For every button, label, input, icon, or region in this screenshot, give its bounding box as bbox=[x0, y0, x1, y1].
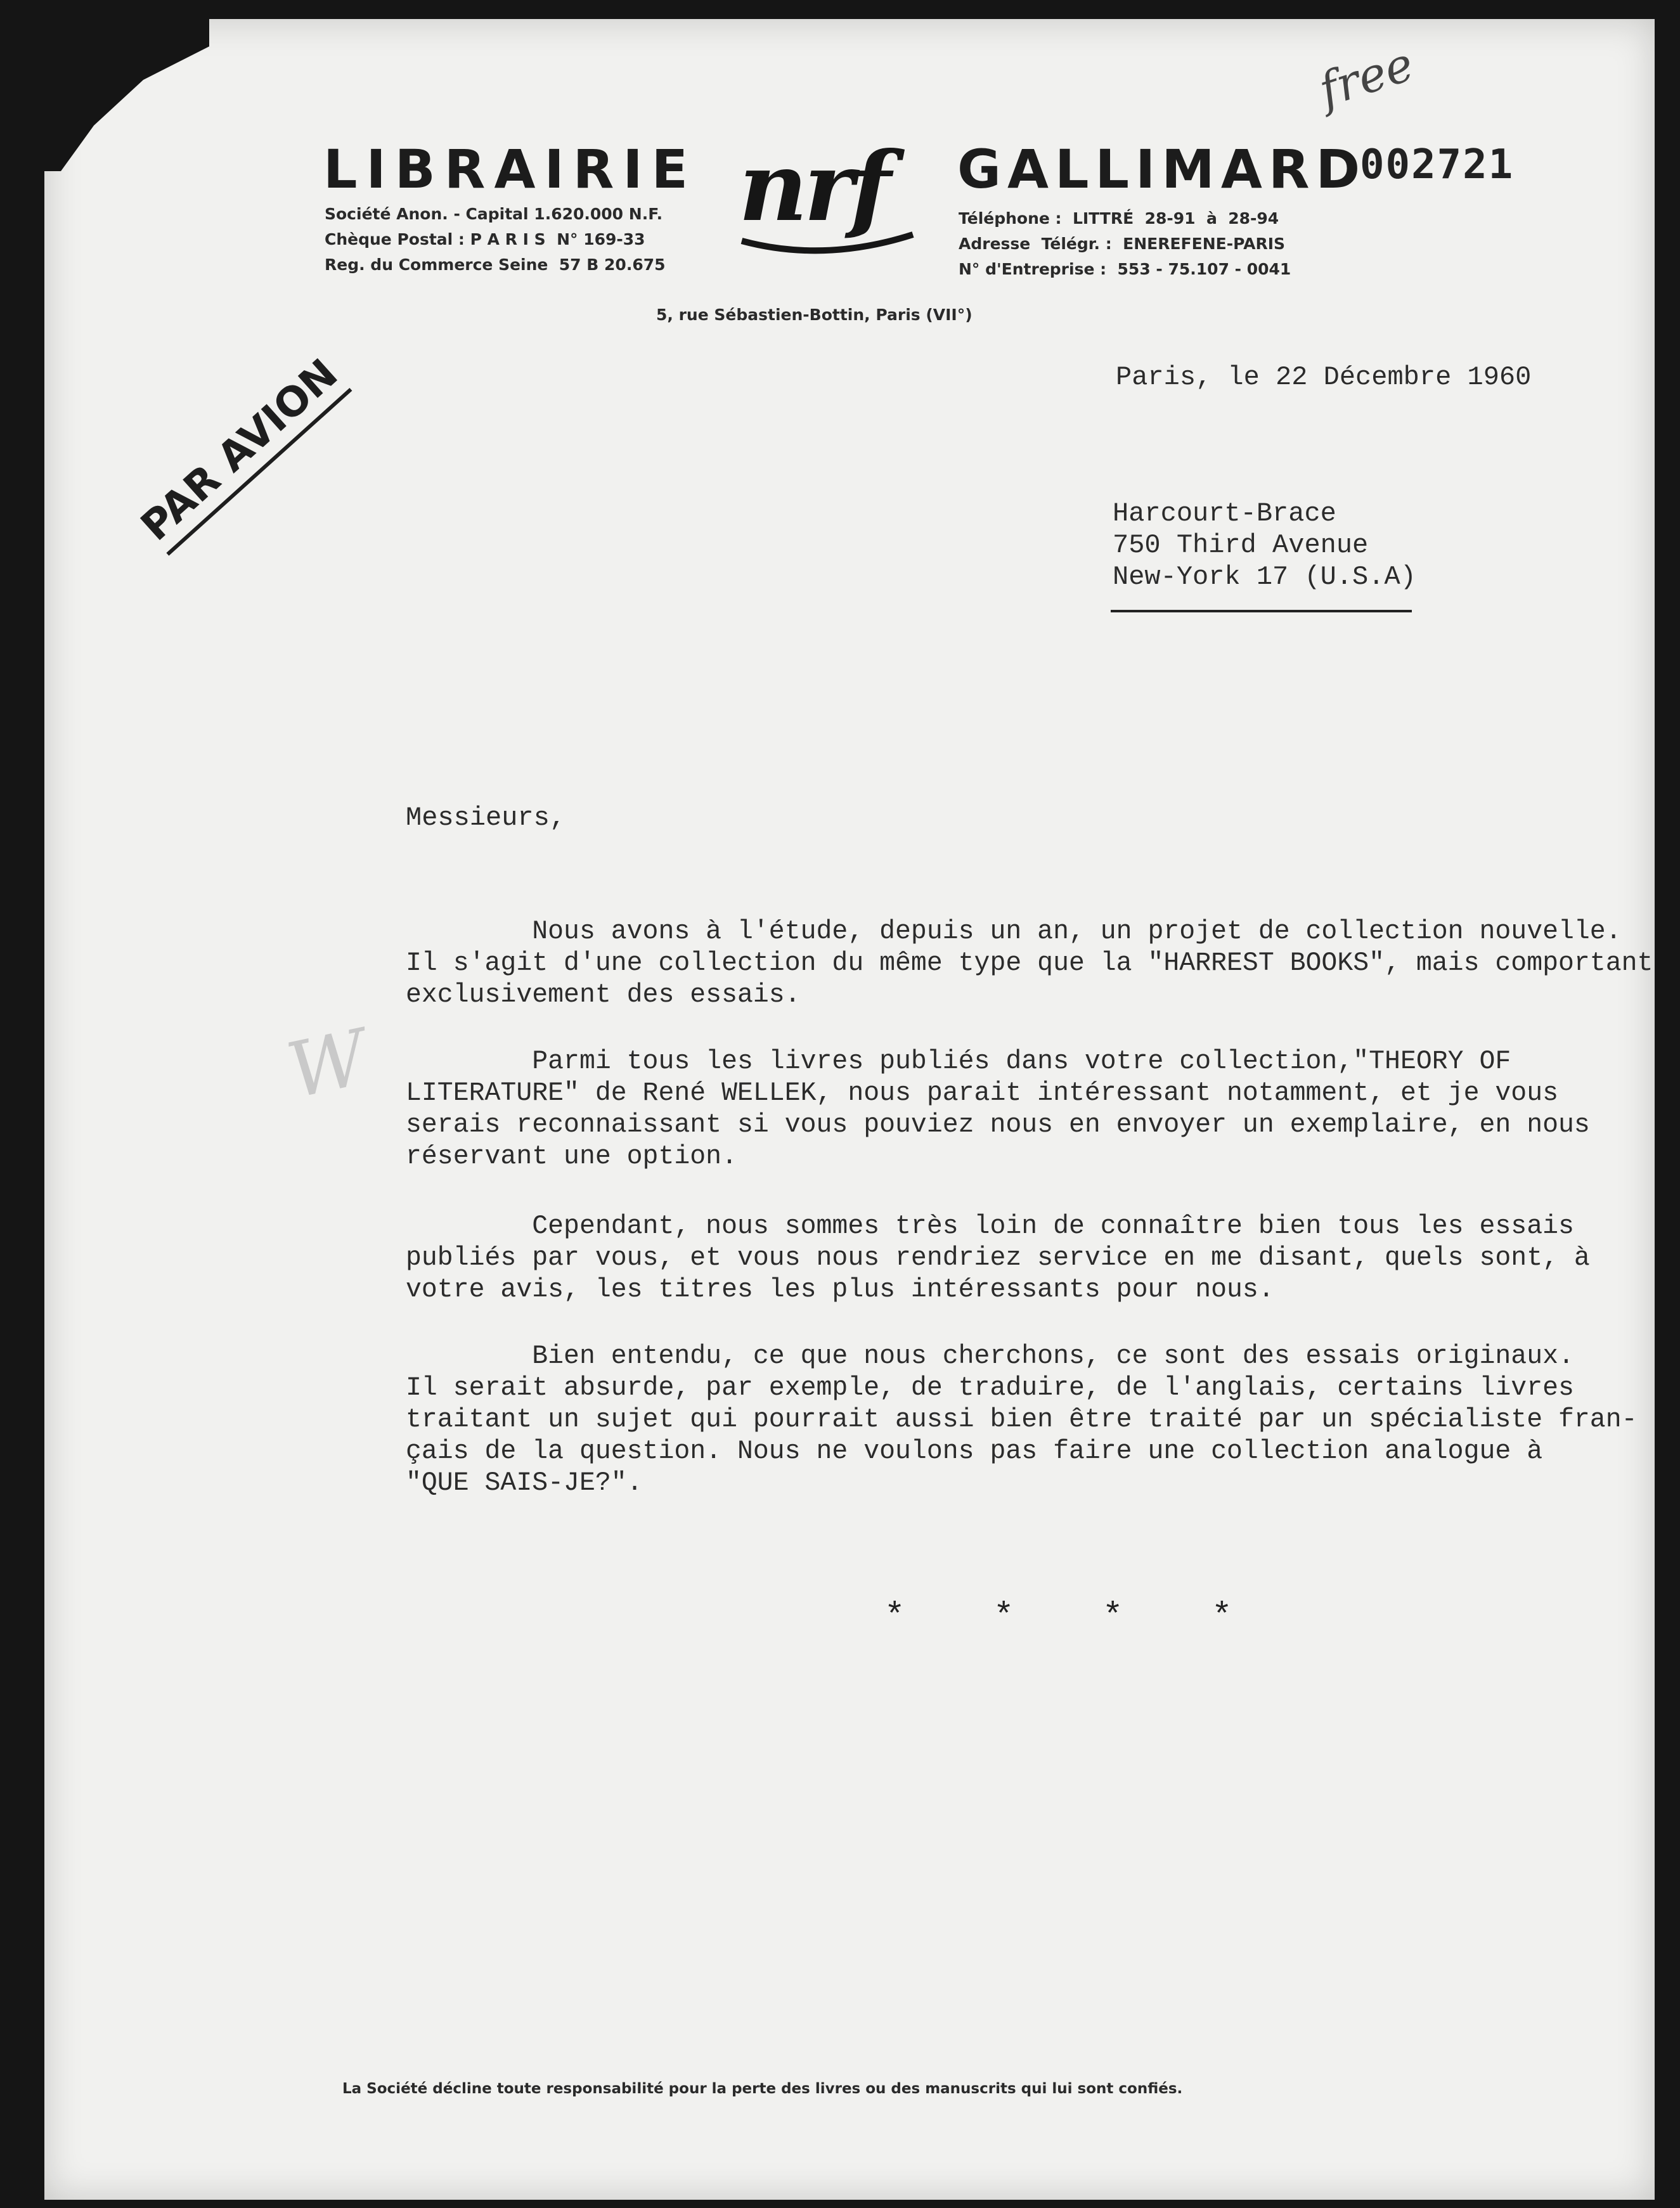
torn-corner bbox=[44, 19, 209, 171]
footer-disclaimer: La Société décline toute responsabilité pour la perte des livres ou des manuscrits qui lui sont confiés. bbox=[342, 2081, 1183, 2097]
letterhead-address: 5, rue Sébastien-Bottin, Paris (VII°) bbox=[656, 306, 972, 324]
nrf-logo: nrf bbox=[739, 131, 888, 243]
letterhead-company-info bbox=[325, 202, 666, 278]
salutation: Messieurs, bbox=[406, 803, 566, 833]
handwritten-free-note: free bbox=[1312, 36, 1420, 119]
letterhead-contact-info bbox=[959, 206, 1291, 282]
recipient-line: 750 Third Avenue bbox=[1113, 530, 1369, 560]
letter-date: Paris, le 22 Décembre 1960 bbox=[1116, 362, 1532, 392]
pencil-mark: W bbox=[280, 1013, 375, 1116]
recipient-block bbox=[1113, 498, 1416, 593]
paragraph-3: Cependant, nous sommes très loin de connaître bien tous les essais publiés par vous, et vous nous rendriez service en me disant, quels sont, à votre avis, les titres les plus intéressants pour nous. bbox=[406, 1211, 1590, 1305]
nrf-logo-swash bbox=[735, 228, 919, 260]
paragraph-4: Bien entendu, ce que nous cherchons, ce sont des essais originaux. Il serait absurde, par exemple, de traduire, de l'anglais, certains livres traitant un sujet qui pourrait aussi bien être traité par un spécialiste fran- çais de la question. Nous ne voulons pas faire une collection analogue à "QUE SAIS-JE?". bbox=[406, 1341, 1638, 1498]
company-info-line: Reg. du Commerce Seine 57 B 20.675 bbox=[325, 255, 666, 274]
paragraph-1: Nous avons à l'étude, depuis un an, un projet de collection nouvelle. Il s'agit d'une collection du même type que la "HARREST BOOKS", mais comportant exclusivement des essais. bbox=[406, 917, 1653, 1010]
recipient-underline bbox=[1111, 610, 1412, 612]
recipient-line: New-York 17 (U.S.A) bbox=[1113, 562, 1416, 592]
company-info-line: Chèque Postal : P A R I S N° 169-33 bbox=[325, 230, 645, 249]
contact-info-line: Téléphone : LITTRÉ 28-91 à 28-94 bbox=[959, 209, 1279, 228]
contact-info-line: Adresse Télégr. : ENEREFENE-PARIS bbox=[959, 235, 1286, 253]
par-avion-text: PAR AVION bbox=[132, 351, 352, 556]
closing-asterisks: * * * * bbox=[884, 1598, 1234, 1636]
company-info-line: Société Anon. - Capital 1.620.000 N.F. bbox=[325, 205, 663, 223]
contact-info-line: N° d'Entreprise : 553 - 75.107 - 0041 bbox=[959, 260, 1291, 278]
document-number: 002721 bbox=[1360, 141, 1515, 188]
recipient-line: Harcourt-Brace bbox=[1113, 498, 1336, 529]
letterhead-librairie: LIBRAIRIE bbox=[323, 138, 697, 200]
letterhead-gallimard: GALLIMARD bbox=[957, 138, 1367, 200]
paragraph-2: Parmi tous les livres publiés dans votre collection,"THEORY OF LITERATURE" de René WELLEK, nous parait intéressant notamment, et je vous serais reconnaissant si vous pouviez nous en envoyer un exemplaire, en nous réservant une option. bbox=[406, 1047, 1590, 1172]
